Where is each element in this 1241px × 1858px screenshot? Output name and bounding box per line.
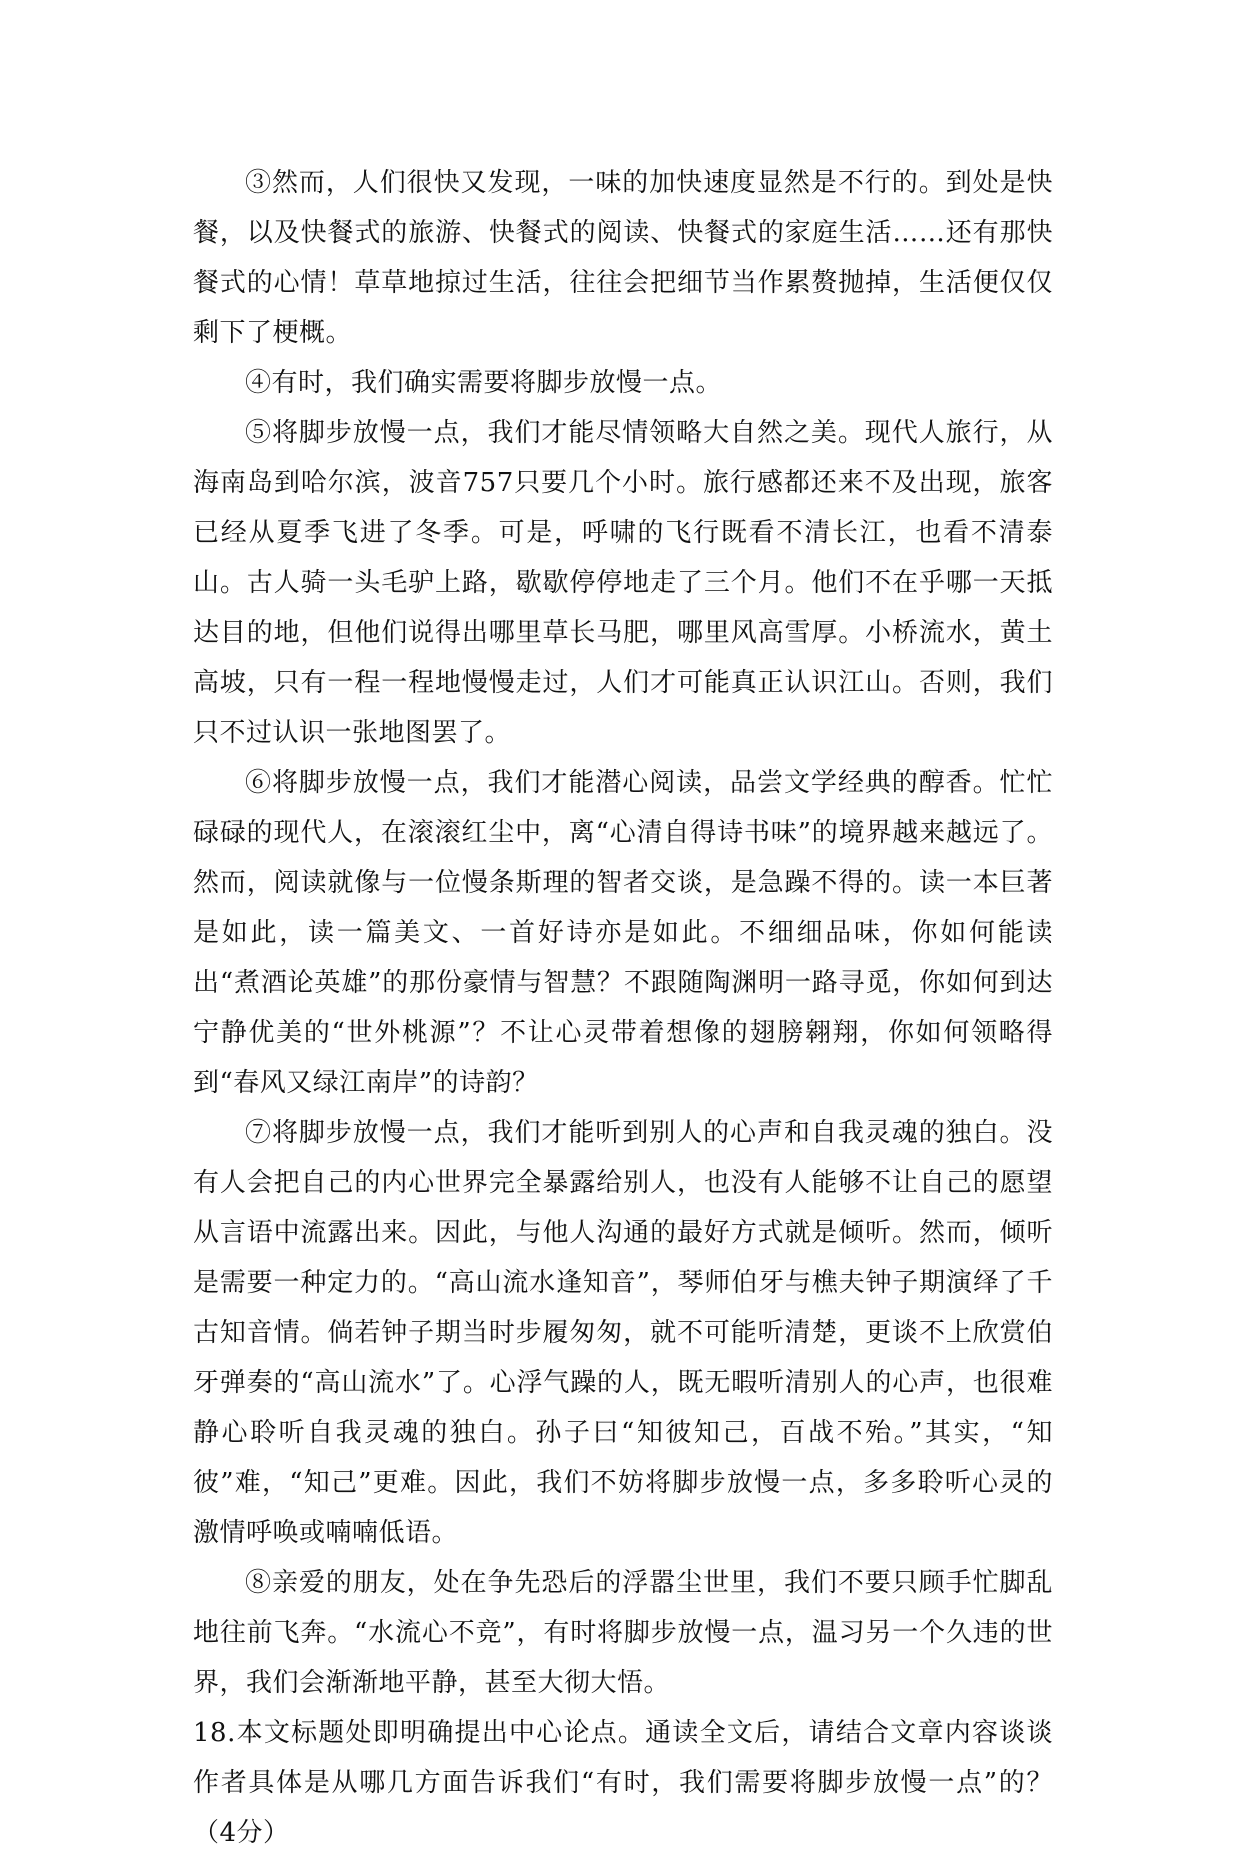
paragraph-6: ⑥将脚步放慢一点，我们才能潜心阅读，品尝文学经典的醇香。忙忙碌碌的现代人，在滚滚红尘中，离“心清自得诗书味”的境界越来越远了。然而，阅读就像与一位慢条斯理的智者交谈，是急躁不得的。读一本巨著是如此，读一篇美文、一首好诗亦是如此。不细细品味，你如何能读出“煮酒论英雄”的那份豪情与智慧？不跟随陶渊明一路寻觅，你如何到达宁静优美的“世外桃源”？不让心灵带着想像的翅膀翱翔，你如何领略得到“春风又绿江南岸”的诗韵？ [193, 768, 1053, 1098]
paragraph-3: ③然而，人们很快又发现，一味的加快速度显然是不行的。到处是快餐，以及快餐式的旅游、快餐式的阅读、快餐式的家庭生活……还有那快餐式的心情！草草地掠过生活，往往会把细节当作累赘抛掉，生活便仅仅剩下了梗概。 [193, 168, 1053, 348]
document-body [193, 158, 1053, 1858]
paragraph-5: ⑤将脚步放慢一点，我们才能尽情领略大自然之美。现代人旅行，从海南岛到哈尔滨，波音757只要几个小时。旅行感都还来不及出现，旅客已经从夏季飞进了冬季。可是，呼啸的飞行既看不清长江，也看不清泰山。古人骑一头毛驴上路，歇歇停停地走了三个月。他们不在乎哪一天抵达目的地，但他们说得出哪里草长马肥，哪里风高雪厚。小桥流水，黄土高坡，只有一程一程地慢慢走过，人们才可能真正认识江山。否则，我们只不过认识一张地图罢了。 [193, 418, 1053, 748]
paragraph-8: ⑧亲爱的朋友，处在争先恐后的浮嚣尘世里，我们不要只顾手忙脚乱地往前飞奔。“水流心不竞”，有时将脚步放慢一点，温习另一个久违的世界，我们会渐渐地平静，甚至大彻大悟。 [193, 1568, 1053, 1698]
question-18: 18.本文标题处即明确提出中心论点。通读全文后，请结合文章内容谈谈作者具体是从哪几方面告诉我们“有时，我们需要将脚步放慢一点”的？（4分） [193, 1718, 1053, 1848]
paragraph-4: ④有时，我们确实需要将脚步放慢一点。 [245, 368, 723, 398]
paragraph-7: ⑦将脚步放慢一点，我们才能听到别人的心声和自我灵魂的独白。没有人会把自己的内心世界完全暴露给别人，也没有人能够不让自己的愿望从言语中流露出来。因此，与他人沟通的最好方式就是倾听。然而，倾听是需要一种定力的。“高山流水逢知音”，琴师伯牙与樵夫钟子期演绎了千古知音情。倘若钟子期当时步履匆匆，就不可能听清楚，更谈不上欣赏伯牙弹奏的“高山流水”了。心浮气躁的人，既无暇听清别人的心声，也很难静心聆听自我灵魂的独白。孙子曰“知彼知己，百战不殆。”其实，“知彼”难，“知己”更难。因此，我们不妨将脚步放慢一点，多多聆听心灵的激情呼唤或喃喃低语。 [193, 1118, 1053, 1548]
